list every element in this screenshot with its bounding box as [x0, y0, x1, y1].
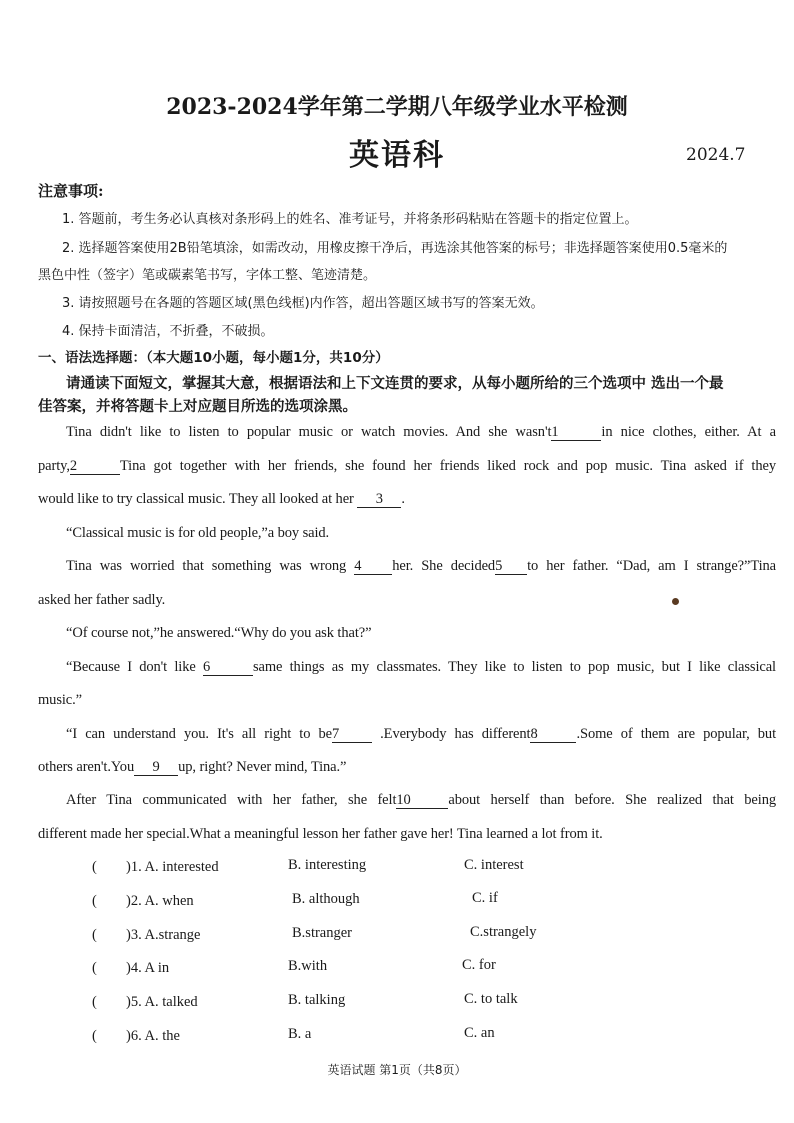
subject-title: 英语科: [349, 138, 445, 173]
passage-line: [66, 792, 776, 809]
notice-item-2: 2. 选择题答案使用2B铅笔填涂，如需改动，用橡皮擦干净后，再选涂其他答案的标号；非选择题答案使用0.5毫米的: [62, 241, 728, 256]
passage-line: “Classical music is for old people,”a boy said.: [66, 525, 330, 541]
exam-date: 2024.7: [686, 145, 746, 165]
question-4-option-a: )4. A in: [126, 960, 170, 976]
passage-line: [66, 659, 776, 676]
question-2-option-c: C. if: [472, 890, 498, 906]
notice-item-3: 3. 请按照题号在各题的答题区域(黑色线框)内作答，超出答题区域书写的答案无效。: [62, 296, 544, 311]
blank-9: 9: [134, 760, 178, 776]
blank-2: 2: [70, 459, 120, 475]
passage-text: her. She decided: [392, 558, 496, 574]
section-heading: 一、语法选择题：（本大题10小题，每小题1分，共10分）: [38, 350, 389, 366]
passage-line: [38, 759, 346, 776]
passage-text: up, right? Never mind, Tina.”: [178, 759, 347, 775]
passage-text: “I can understand you. It's all right to be: [66, 726, 332, 742]
passage-text: Tina was worried that something was wrong: [66, 558, 347, 574]
question-5-option-b: B. talking: [288, 992, 346, 1008]
answer-paren: (: [92, 927, 97, 943]
answer-paren: (: [92, 859, 97, 875]
question-6-option-c: C. an: [464, 1025, 495, 1041]
passage-line: music.”: [38, 692, 82, 708]
blank-7: 7: [332, 727, 372, 743]
passage-line: [66, 424, 776, 441]
passage-text: would like to try classical music. They all looked at her: [38, 491, 354, 507]
section-instruction-line1: 请通读下面短文，掌握其大意，根据语法和上下文连贯的要求，从每小题所给的三个选项中 选出一个最: [66, 376, 724, 392]
passage-text: others aren't.You: [38, 759, 135, 775]
blank-1: 1: [551, 425, 601, 441]
notice-heading: 注意事项:: [38, 182, 104, 200]
passage-text: .Everybody has different: [380, 726, 531, 742]
question-6-option-a: )6. A. the: [126, 1028, 180, 1044]
page-footer: 英语试题 第1页（共8页）: [327, 1063, 467, 1077]
answer-paren: (: [92, 1028, 97, 1044]
question-1-option-a: )1. A. interested: [126, 859, 219, 875]
blank-8: 8: [530, 727, 576, 743]
question-4-option-c: C. for: [462, 957, 496, 973]
passage-line: “Of course not,”he answered.“Why do you ask that?”: [66, 625, 372, 641]
passage-text: Tina didn't like to listen to popular music or watch movies. And she wasn't: [66, 424, 552, 440]
passage-line: [66, 726, 776, 743]
question-1-option-c: C. interest: [464, 857, 524, 873]
passage-line: [38, 491, 405, 508]
question-3-option-c: C.strangely: [470, 924, 537, 940]
question-3-option-a: )3. A.strange: [126, 927, 201, 943]
exam-title: 2023-2024学年第二学期八年级学业水平检测: [166, 94, 628, 120]
passage-line: [38, 458, 776, 475]
passage-text: .: [401, 491, 405, 507]
ink-spot: [672, 598, 679, 605]
blank-3: 3: [357, 492, 401, 508]
question-2-option-b: B. although: [292, 891, 360, 907]
question-5-option-a: )5. A. talked: [126, 994, 198, 1010]
blank-10: 10: [396, 793, 448, 809]
passage-text: about herself than before. She realized that being: [448, 792, 776, 808]
blank-5: 5: [495, 559, 527, 575]
answer-paren: (: [92, 893, 97, 909]
question-5-option-c: C. to talk: [464, 991, 518, 1007]
answer-paren: (: [92, 994, 97, 1010]
question-3-option-b: B.stranger: [292, 925, 352, 941]
answer-paren: (: [92, 960, 97, 976]
passage-text: After Tina communicated with her father, she felt: [66, 792, 397, 808]
passage-text: in nice clothes, either. At a: [601, 424, 776, 440]
blank-4: 4: [354, 559, 392, 575]
question-6-option-b: B. a: [288, 1026, 312, 1042]
blank-6: 6: [203, 660, 253, 676]
section-instruction-line2: 佳答案，并将答题卡上对应题目所选的选项涂黑。: [38, 399, 357, 415]
question-1-option-b: B. interesting: [288, 857, 367, 873]
question-2-option-a: )2. A. when: [126, 893, 194, 909]
notice-item-1: 1. 答题前，考生务必认真核对条形码上的姓名、准考证号，并将条形码粘贴在答题卡的指定位置上。: [62, 212, 638, 227]
passage-text: “Because I don't like: [66, 659, 196, 675]
passage-text: Tina got together with her friends, she found her friends liked rock and pop music. Tina asked if they: [119, 458, 776, 474]
passage-text: party,: [38, 458, 70, 474]
passage-line: [66, 558, 776, 575]
notice-item-4: 4. 保持卡面清洁，不折叠，不破损。: [62, 324, 274, 339]
passage-text: to her father. “Dad, am I strange?”Tina: [527, 558, 777, 574]
passage-text: .Some of them are popular, but: [576, 726, 777, 742]
question-4-option-b: B.with: [288, 958, 328, 974]
passage-text: same things as my classmates. They like to listen to pop music, but I like classical: [252, 659, 776, 675]
notice-item-2-cont: 黑色中性（签字）笔或碳素笔书写，字体工整、笔迹清楚。: [38, 268, 377, 283]
passage-line: different made her special.What a meaningful lesson her father gave her! Tina learned a lot from it.: [38, 826, 603, 842]
passage-line: asked her father sadly.: [38, 592, 166, 608]
